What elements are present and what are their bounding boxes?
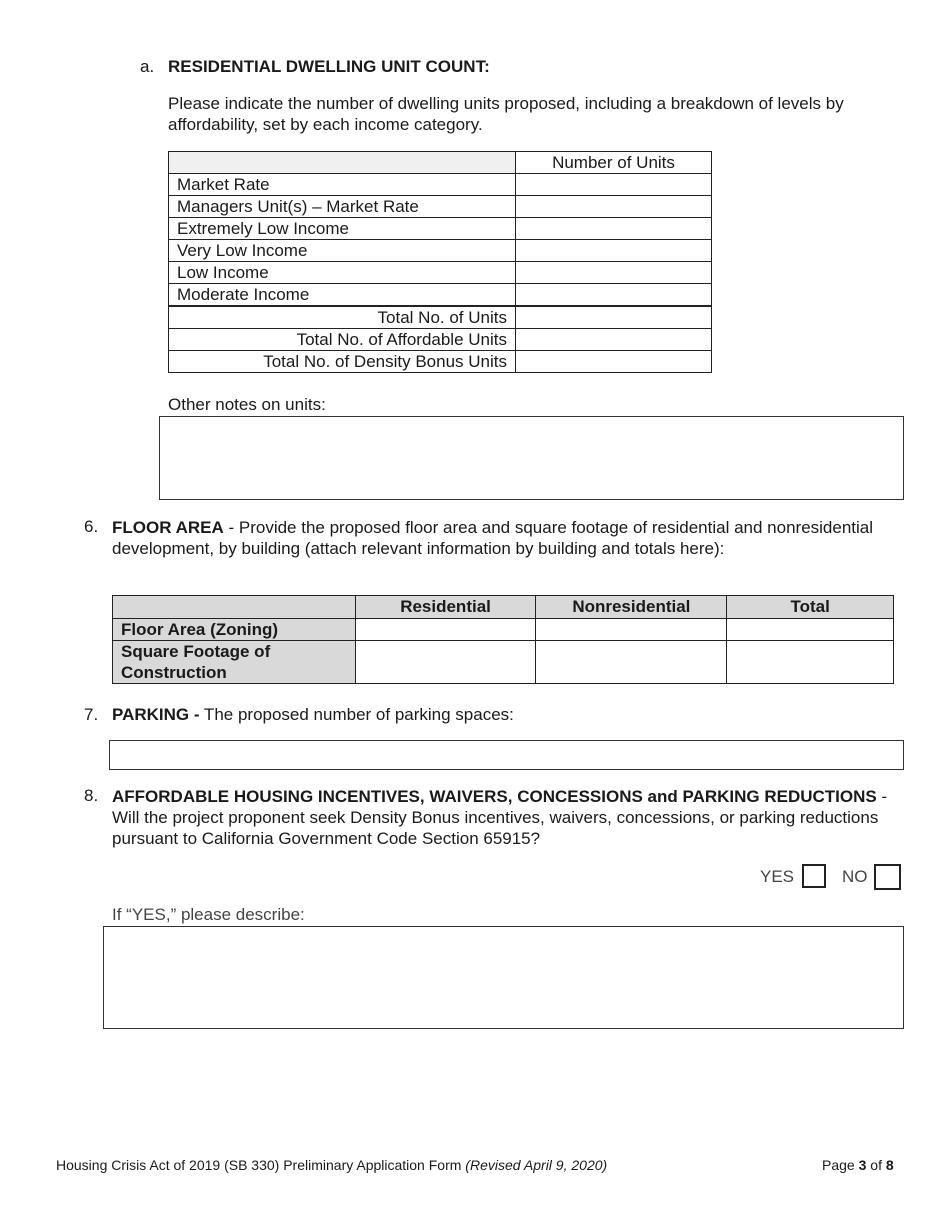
square-footage-nonresidential-input[interactable] xyxy=(536,641,727,684)
unit-row xyxy=(169,174,712,196)
unit-table-header-row xyxy=(169,152,712,174)
unit-count-input[interactable] xyxy=(516,262,712,284)
no-label: NO xyxy=(842,867,868,886)
footer-page-total: 8 xyxy=(885,1157,894,1173)
unit-table-header-blank xyxy=(169,152,516,174)
unit-row-label: Moderate Income xyxy=(169,284,516,307)
floor-table-header-blank xyxy=(113,596,356,619)
total-units-input[interactable] xyxy=(516,306,712,329)
unit-count-input[interactable] xyxy=(516,218,712,240)
total-row xyxy=(169,329,712,351)
section-6-text: - Provide the proposed floor area and square footage of residential and nonresidential development, by building (attach relevant information by building and totals here): xyxy=(112,518,874,558)
floor-area-nonresidential-input[interactable] xyxy=(536,619,727,641)
footer-page-word: Page xyxy=(822,1157,855,1173)
floor-table-header-residential: Residential xyxy=(355,596,536,619)
footer-form-name xyxy=(56,1157,607,1173)
floor-table-row xyxy=(113,619,894,641)
total-row-label: Total No. of Units xyxy=(169,306,516,329)
section-6-title: FLOOR AREA xyxy=(112,518,224,537)
section-a-instructions: Please indicate the number of dwelling units proposed, including a breakdown of levels by affordability, set by each income category. xyxy=(168,94,844,134)
unit-count-input[interactable] xyxy=(516,240,712,262)
unit-count-input[interactable] xyxy=(516,196,712,218)
footer-form-title: Housing Crisis Act of 2019 (SB 330) Preliminary Application Form xyxy=(56,1157,462,1173)
unit-row xyxy=(169,218,712,240)
unit-row xyxy=(169,240,712,262)
unit-row-label: Managers Unit(s) – Market Rate xyxy=(169,196,516,218)
total-density-bonus-input[interactable] xyxy=(516,351,712,373)
section-7-title: PARKING - xyxy=(112,705,200,724)
footer-revised: (Revised April 9, 2020) xyxy=(465,1157,608,1173)
unit-row xyxy=(169,262,712,284)
section-8-paragraph xyxy=(112,786,902,849)
footer-page-of: of xyxy=(870,1157,882,1173)
square-footage-residential-input[interactable] xyxy=(355,641,536,684)
section-a-marker: a. xyxy=(140,57,155,76)
unit-count-input[interactable] xyxy=(516,174,712,196)
section-8-title: AFFORDABLE HOUSING INCENTIVES, WAIVERS, CONCESSIONS and PARKING REDUCTIONS xyxy=(112,787,877,806)
notes-textarea[interactable] xyxy=(159,416,904,500)
yes-checkbox[interactable] xyxy=(802,864,826,888)
floor-area-residential-input[interactable] xyxy=(355,619,536,641)
total-row xyxy=(169,351,712,373)
floor-area-table xyxy=(112,595,894,684)
section-7-number: 7. xyxy=(84,705,99,724)
floor-table-header-nonresidential: Nonresidential xyxy=(536,596,727,619)
total-row xyxy=(169,306,712,329)
describe-label: If “YES,” please describe: xyxy=(112,905,305,924)
total-affordable-input[interactable] xyxy=(516,329,712,351)
unit-count-table xyxy=(168,151,712,373)
section-8-text: - Will the project proponent seek Density Bonus incentives, waivers, concessions, or parking reductions pursuant to California Government Code Section 65915? xyxy=(112,787,888,848)
footer-page-current: 3 xyxy=(858,1157,867,1173)
unit-row-label: Low Income xyxy=(169,262,516,284)
section-7-paragraph xyxy=(112,705,514,725)
floor-table-header-total: Total xyxy=(727,596,894,619)
floor-table-header-row xyxy=(113,596,894,619)
unit-table-header-number: Number of Units xyxy=(516,152,712,174)
unit-row-label: Extremely Low Income xyxy=(169,218,516,240)
unit-row xyxy=(169,196,712,218)
total-row-label: Total No. of Density Bonus Units xyxy=(169,351,516,373)
unit-row-label: Market Rate xyxy=(169,174,516,196)
unit-row xyxy=(169,284,712,307)
notes-label: Other notes on units: xyxy=(168,395,326,414)
section-7-text: The proposed number of parking spaces: xyxy=(199,705,514,724)
floor-row-label: Floor Area (Zoning) xyxy=(113,619,356,641)
section-6-number: 6. xyxy=(84,517,99,536)
section-a-title: RESIDENTIAL DWELLING UNIT COUNT: xyxy=(168,57,490,76)
square-footage-total-input[interactable] xyxy=(727,641,894,684)
parking-spaces-input[interactable] xyxy=(109,740,904,770)
unit-count-input[interactable] xyxy=(516,284,712,307)
unit-row-label: Very Low Income xyxy=(169,240,516,262)
section-8-number: 8. xyxy=(84,786,99,805)
yes-label: YES xyxy=(760,867,795,886)
footer-page-number xyxy=(822,1157,894,1173)
floor-area-total-input[interactable] xyxy=(727,619,894,641)
floor-table-row xyxy=(113,641,894,684)
floor-row-label: Square Footage of Construction xyxy=(113,641,356,684)
no-checkbox[interactable] xyxy=(874,864,901,890)
describe-textarea[interactable] xyxy=(103,926,904,1029)
section-6-paragraph xyxy=(112,517,902,559)
total-row-label: Total No. of Affordable Units xyxy=(169,329,516,351)
